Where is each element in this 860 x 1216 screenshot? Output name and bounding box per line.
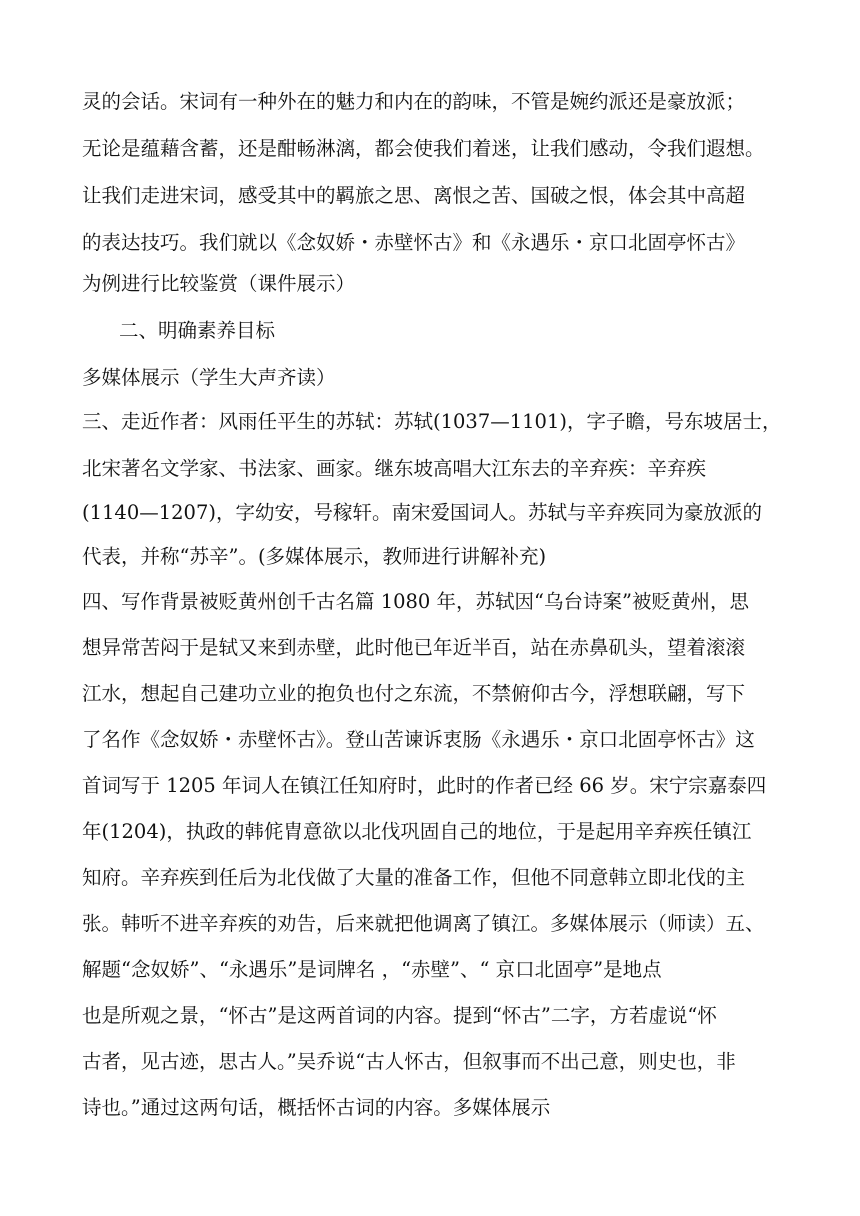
- paragraph-line: 灵的会话。宋词有一种外在的魅力和内在的韵味，不管是婉约派还是豪放派；: [82, 90, 746, 113]
- paragraph-line: 多媒体展示（学生大声齐读）: [82, 366, 336, 389]
- paragraph-line: 解题“念奴娇”、“永遇乐”是词牌名 ，“赤壁”、“ 京口北固亭”是地点: [82, 958, 662, 981]
- paragraph-line: 古者，见古迹，思古人。”吴乔说“古人怀古，但叙事而不出己意，则史也，非: [82, 1050, 736, 1073]
- paragraph-line: 的表达技巧。我们就以《念奴娇・赤壁怀古》和《永遇乐・京口北固亭怀古》: [82, 231, 746, 254]
- paragraph-line: 知府。辛弃疾到任后为北伐做了大量的准备工作，但他不同意韩立即北伐的主: [82, 866, 746, 889]
- paragraph-line: 三、走近作者：风雨任平生的苏轼：苏轼(1037—1101)，字子瞻，号东坡居士，: [82, 410, 782, 433]
- paragraph-line: 四、写作背景被贬黄州创千古名篇 1080 年，苏轼因“乌台诗案”被贬黄州，思: [82, 590, 749, 613]
- paragraph-line: 无论是蕴藉含蓄，还是酣畅淋漓，都会使我们着迷，让我们感动，令我们遐想。: [82, 137, 765, 160]
- paragraph-line: 北宋著名文学家、书法家、画家。继东坡高唱大江东去的辛弃疾：辛弃疾: [82, 457, 707, 480]
- paragraph-line: 诗也。”通过这两句话，概括怀古词的内容。多媒体展示: [82, 1096, 551, 1119]
- paragraph-line: 为例进行比较鉴赏（课件展示）: [82, 272, 356, 295]
- paragraph-line: 年(1204)，执政的韩侂胄意欲以北伐巩固自己的地位，于是起用辛弃疾任镇江: [82, 820, 752, 843]
- paragraph-line: 首词写于 1205 年词人在镇江任知府时，此时的作者已经 66 岁。宋宁宗嘉泰四: [82, 774, 767, 797]
- paragraph-line: 江水，想起自己建功立业的抱负也付之东流，不禁俯仰古今，浮想联翩，写下: [82, 682, 746, 705]
- paragraph-line: 也是所观之景，“怀古”是这两首词的内容。提到“怀古”二字，方若虚说“怀: [82, 1004, 717, 1027]
- paragraph-line: 了名作《念奴娇・赤壁怀古》。登山苦谏诉衷肠《永遇乐・京口北固亭怀古》这: [82, 728, 755, 751]
- paragraph-line: 张。韩听不进辛弃疾的劝告，后来就把他调离了镇江。多媒体展示（师读）五、: [82, 912, 765, 935]
- paragraph-line: (1140—1207)，字幼安，号稼轩。南宋爱国词人。苏轼与辛弃疾同为豪放派的: [82, 501, 762, 524]
- paragraph-line: 想异常苦闷于是轼又来到赤壁，此时他已年近半百，站在赤鼻矶头，望着滚滚: [82, 636, 746, 659]
- paragraph-line: 让我们走进宋词，感受其中的羁旅之思、离恨之苦、国破之恨，体会其中高超: [82, 184, 746, 207]
- paragraph-line: 代表，并称“苏辛”。(多媒体展示，教师进行讲解补充): [82, 545, 547, 568]
- section-heading: 二、明确素养目标: [119, 319, 276, 342]
